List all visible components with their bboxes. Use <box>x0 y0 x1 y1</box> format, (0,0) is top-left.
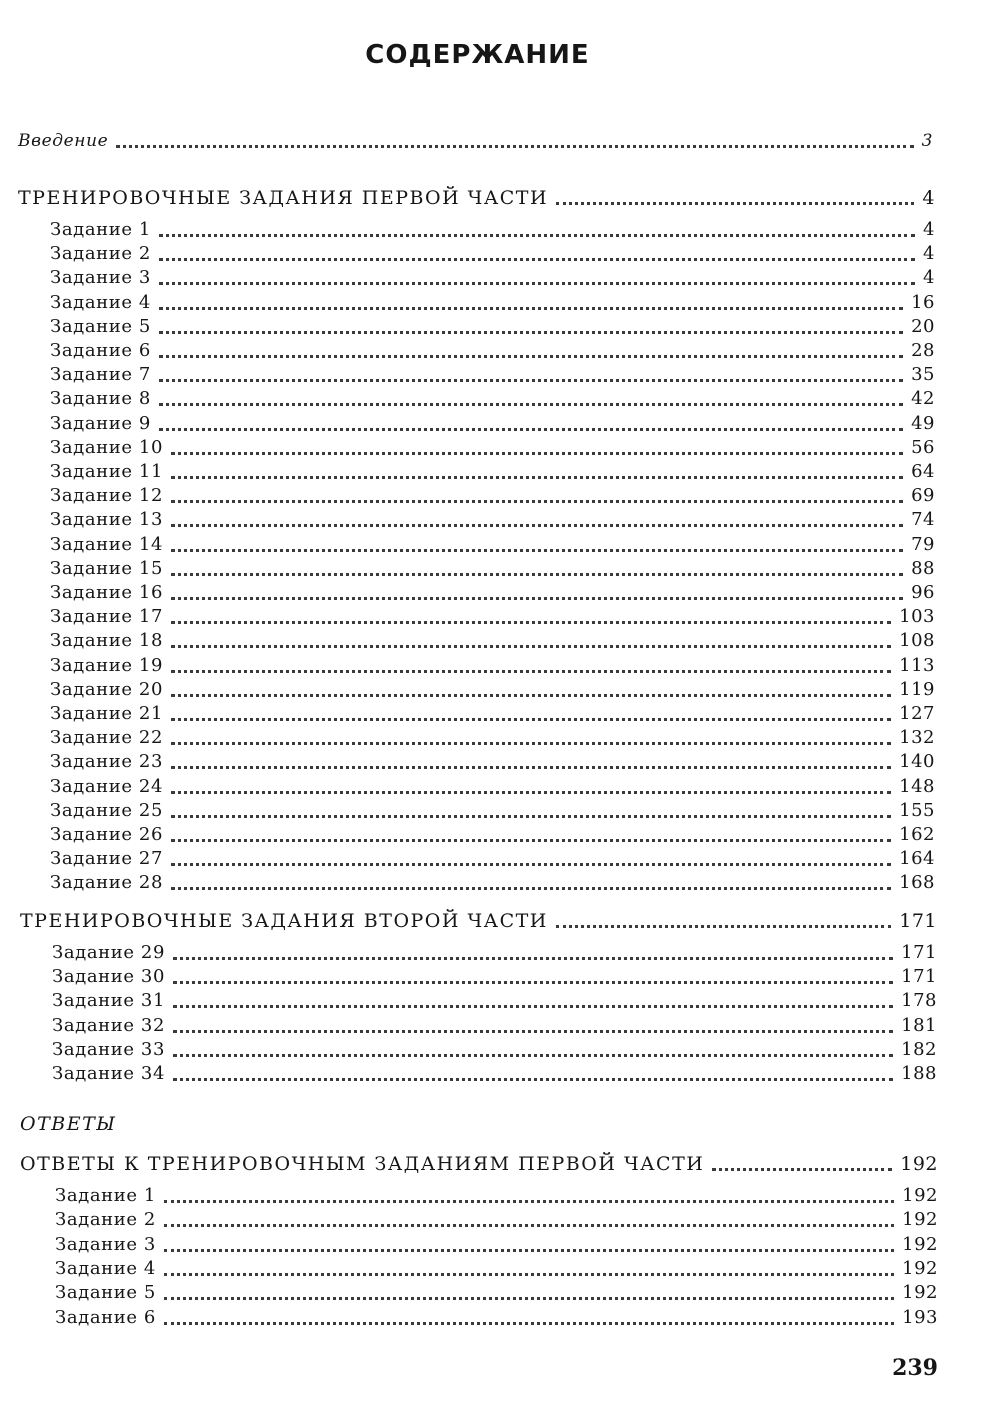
dot-leader <box>712 1154 892 1171</box>
toc-entry-page: 79 <box>911 533 935 555</box>
toc-entry-page: 140 <box>899 751 935 773</box>
toc-entry[interactable] <box>55 1280 938 1306</box>
toc-entry-page: 155 <box>899 799 935 821</box>
dot-leader <box>171 728 891 745</box>
toc-entry[interactable] <box>55 1183 938 1209</box>
toc-entry-page: 20 <box>911 315 935 337</box>
toc-entry-label: Задание 25 <box>50 799 164 821</box>
toc-entry-page: 69 <box>911 485 935 507</box>
dot-leader <box>171 510 903 527</box>
dot-leader <box>159 220 915 237</box>
toc-entry-page: 188 <box>901 1063 937 1084</box>
toc-entry-page: 16 <box>911 291 935 313</box>
dot-leader <box>171 559 903 576</box>
toc-entry[interactable] <box>50 701 935 727</box>
dot-leader <box>171 631 891 648</box>
toc-entry[interactable] <box>50 241 935 267</box>
toc-entry-page: 182 <box>901 1038 937 1060</box>
page-title: СОДЕРЖАНИЕ <box>365 40 590 70</box>
dot-leader <box>173 1016 893 1033</box>
toc-entry[interactable] <box>50 628 935 654</box>
toc-entry[interactable] <box>50 314 935 340</box>
toc-section-heading[interactable] <box>20 1151 938 1177</box>
toc-entry[interactable] <box>52 988 937 1014</box>
toc-entry-page: 192 <box>902 1257 938 1279</box>
dot-leader <box>164 1210 894 1227</box>
dot-leader <box>556 911 891 928</box>
toc-entry-page: 4 <box>923 243 935 265</box>
dot-leader <box>171 825 891 842</box>
toc-entry-page: 193 <box>902 1306 938 1328</box>
toc-entry-page: 28 <box>911 340 935 361</box>
dot-leader <box>164 1283 894 1300</box>
toc-entry-label: Задание 20 <box>50 678 164 700</box>
toc-entry[interactable] <box>50 580 935 606</box>
dot-leader <box>171 607 891 624</box>
toc-entry[interactable] <box>55 1305 938 1331</box>
toc-entry[interactable] <box>50 362 935 388</box>
toc-entry-label: Задание 21 <box>50 703 164 724</box>
dot-leader <box>171 752 891 769</box>
toc-entry-page: 178 <box>901 990 937 1012</box>
toc-entry-page: 88 <box>911 557 935 579</box>
toc-entry[interactable] <box>50 822 935 848</box>
toc-entry-intro[interactable] <box>18 128 933 154</box>
toc-entry-page: 56 <box>911 436 935 458</box>
toc-entry-label: Задание 34 <box>52 1063 166 1084</box>
toc-entry-label: Задание 6 <box>55 1306 156 1328</box>
toc-entry-label: Задание 15 <box>50 557 164 579</box>
toc-entry-page: 192 <box>900 1153 938 1175</box>
toc-entry-label: Задание 27 <box>50 848 164 870</box>
toc-entry-label: Задание 26 <box>50 824 164 845</box>
toc-entry-label: Задание 24 <box>50 775 164 797</box>
dot-leader <box>171 680 891 697</box>
toc-entry[interactable] <box>52 964 937 990</box>
toc-entry-page: 4 <box>922 187 935 209</box>
toc-entry[interactable] <box>50 653 935 679</box>
dot-leader <box>173 1040 893 1057</box>
toc-entry-page: 192 <box>902 1282 938 1304</box>
toc-entry-label: Задание 2 <box>55 1209 156 1231</box>
dot-leader <box>164 1235 894 1252</box>
toc-entry-page: 164 <box>899 848 935 870</box>
toc-entry[interactable] <box>52 1013 937 1039</box>
toc-section-heading[interactable] <box>18 185 935 211</box>
toc-entry-label: Задание 7 <box>50 364 151 386</box>
toc-entry[interactable] <box>50 483 935 509</box>
toc-entry[interactable] <box>50 749 935 775</box>
toc-entry-label: Задание 11 <box>50 461 164 482</box>
dot-leader <box>164 1259 894 1276</box>
toc-entry-page: 35 <box>911 364 935 386</box>
toc-entry[interactable] <box>55 1207 938 1233</box>
toc-entry-label: Задание 12 <box>50 485 164 507</box>
dot-leader <box>171 849 891 866</box>
toc-entry-page: 4 <box>923 219 935 240</box>
dot-leader <box>159 365 903 382</box>
toc-entry-label: Задание 31 <box>52 990 166 1012</box>
toc-entry[interactable] <box>52 940 937 966</box>
toc-entry[interactable] <box>50 217 935 243</box>
dot-leader <box>173 967 893 984</box>
toc-entry-label: Задание 16 <box>50 582 164 603</box>
toc-entry-label: Задание 5 <box>50 315 151 337</box>
toc-entry-page: 4 <box>923 267 935 289</box>
toc-entry[interactable] <box>50 435 935 461</box>
toc-entry[interactable] <box>50 386 935 412</box>
toc-entry-label: Задание 14 <box>50 533 164 555</box>
toc-entry-page: 162 <box>899 824 935 845</box>
toc-entry-page: 192 <box>902 1233 938 1255</box>
toc-entry-page: 171 <box>901 942 937 963</box>
dot-leader <box>171 801 891 818</box>
toc-entry-label: Задание 17 <box>50 606 164 628</box>
dot-leader <box>159 268 915 285</box>
toc-entry-label: Задание 4 <box>55 1257 156 1279</box>
toc-entry-label: Задание 30 <box>52 966 166 988</box>
toc-entry-label: ТРЕНИРОВОЧНЫЕ ЗАДАНИЯ ПЕРВОЙ ЧАСТИ <box>18 187 549 209</box>
toc-entry-page: 192 <box>902 1185 938 1206</box>
toc-entry-label: Задание 1 <box>55 1185 156 1206</box>
toc-entry[interactable] <box>52 1061 937 1087</box>
toc-entry-page: 103 <box>899 606 935 628</box>
dot-leader <box>173 1064 893 1081</box>
toc-entry-label: Задание 3 <box>50 267 151 289</box>
toc-entry-page: 74 <box>911 509 935 531</box>
toc-entry-page: 192 <box>902 1209 938 1231</box>
toc-entry-label: Задание 29 <box>52 942 166 963</box>
toc-entry[interactable] <box>50 290 935 316</box>
toc-entry-page: 181 <box>901 1014 937 1036</box>
toc-entry[interactable] <box>50 798 935 824</box>
toc-entry-label: Задание 3 <box>55 1233 156 1255</box>
toc-entry[interactable] <box>55 1256 938 1282</box>
dot-leader <box>171 704 891 721</box>
toc-entry-label: Задание 9 <box>50 412 151 434</box>
toc-entry-page: 119 <box>899 678 935 700</box>
toc-entry[interactable] <box>50 265 935 291</box>
toc-entry-label: ТРЕНИРОВОЧНЫЕ ЗАДАНИЯ ВТОРОЙ ЧАСТИ <box>20 910 548 932</box>
toc-entry-page: 108 <box>899 630 935 652</box>
dot-leader <box>159 414 903 431</box>
toc-entry-label: Задание 1 <box>50 219 151 240</box>
toc-entry-page: 171 <box>899 910 937 932</box>
dot-leader <box>159 293 903 310</box>
toc-entry-label: Задание 8 <box>50 388 151 410</box>
dot-leader <box>171 777 891 794</box>
dot-leader <box>173 991 893 1008</box>
toc-entry-page: 96 <box>911 582 935 603</box>
toc-entry-label: Задание 13 <box>50 509 164 531</box>
dot-leader <box>164 1186 894 1203</box>
toc-entry-label: Задание 32 <box>52 1014 166 1036</box>
toc-entry[interactable] <box>55 1232 938 1258</box>
toc-entry-page: 148 <box>899 775 935 797</box>
dot-leader <box>164 1308 894 1325</box>
dot-leader <box>159 244 915 261</box>
toc-entry[interactable] <box>50 870 935 896</box>
toc-entry[interactable] <box>52 1037 937 1063</box>
answers-heading: ОТВЕТЫ <box>20 1113 117 1135</box>
toc-entry-label: Задание 33 <box>52 1038 166 1060</box>
toc-entry-label: Задание 18 <box>50 630 164 652</box>
toc-entry[interactable] <box>50 338 935 364</box>
toc-entry[interactable] <box>50 532 935 558</box>
toc-entry[interactable] <box>50 846 935 872</box>
toc-section-heading[interactable] <box>20 908 937 934</box>
toc-entry-page: 42 <box>911 388 935 410</box>
toc-entry[interactable] <box>50 604 935 630</box>
dot-leader <box>171 873 891 890</box>
toc-entry-label: ОТВЕТЫ К ТРЕНИРОВОЧНЫМ ЗАДАНИЯМ ПЕРВОЙ ЧАСТИ <box>20 1153 705 1175</box>
toc-entry[interactable] <box>50 507 935 533</box>
toc-entry-page: 132 <box>899 727 935 749</box>
toc-entry-label: Задание 22 <box>50 727 164 749</box>
dot-leader <box>171 583 903 600</box>
toc-entry[interactable] <box>50 725 935 751</box>
toc-entry-page: 127 <box>899 703 935 724</box>
toc-entry[interactable] <box>50 459 935 485</box>
dot-leader <box>116 131 913 148</box>
toc-entry[interactable] <box>50 774 935 800</box>
toc-entry-page: 49 <box>911 412 935 434</box>
dot-leader <box>171 486 903 503</box>
dot-leader <box>159 389 903 406</box>
dot-leader <box>171 438 903 455</box>
toc-entry-page: 64 <box>911 461 935 482</box>
dot-leader <box>556 188 914 205</box>
toc-entry-label: Задание 10 <box>50 436 164 458</box>
toc-entry-label: Задание 4 <box>50 291 151 313</box>
toc-entry-label: Задание 19 <box>50 654 164 676</box>
dot-leader <box>159 341 903 358</box>
dot-leader <box>159 317 903 334</box>
dot-leader <box>171 535 903 552</box>
toc-entry-label: Задание 2 <box>50 243 151 265</box>
dot-leader <box>173 943 893 960</box>
dot-leader <box>171 656 891 673</box>
toc-entry-label: Введение <box>18 131 109 151</box>
toc-entry-page: 3 <box>921 131 933 151</box>
toc-entry[interactable] <box>50 556 935 582</box>
toc-entry-label: Задание 6 <box>50 340 151 361</box>
toc-entry-label: Задание 5 <box>55 1282 156 1304</box>
toc-entry-label: Задание 23 <box>50 751 164 773</box>
toc-entry[interactable] <box>50 411 935 437</box>
toc-entry-page: 168 <box>899 872 935 894</box>
toc-entry-page: 113 <box>899 654 935 676</box>
toc-entry-label: Задание 28 <box>50 872 164 894</box>
toc-entry-page: 171 <box>901 966 937 988</box>
dot-leader <box>171 462 903 479</box>
page-number: 239 <box>892 1355 938 1381</box>
toc-entry[interactable] <box>50 677 935 703</box>
